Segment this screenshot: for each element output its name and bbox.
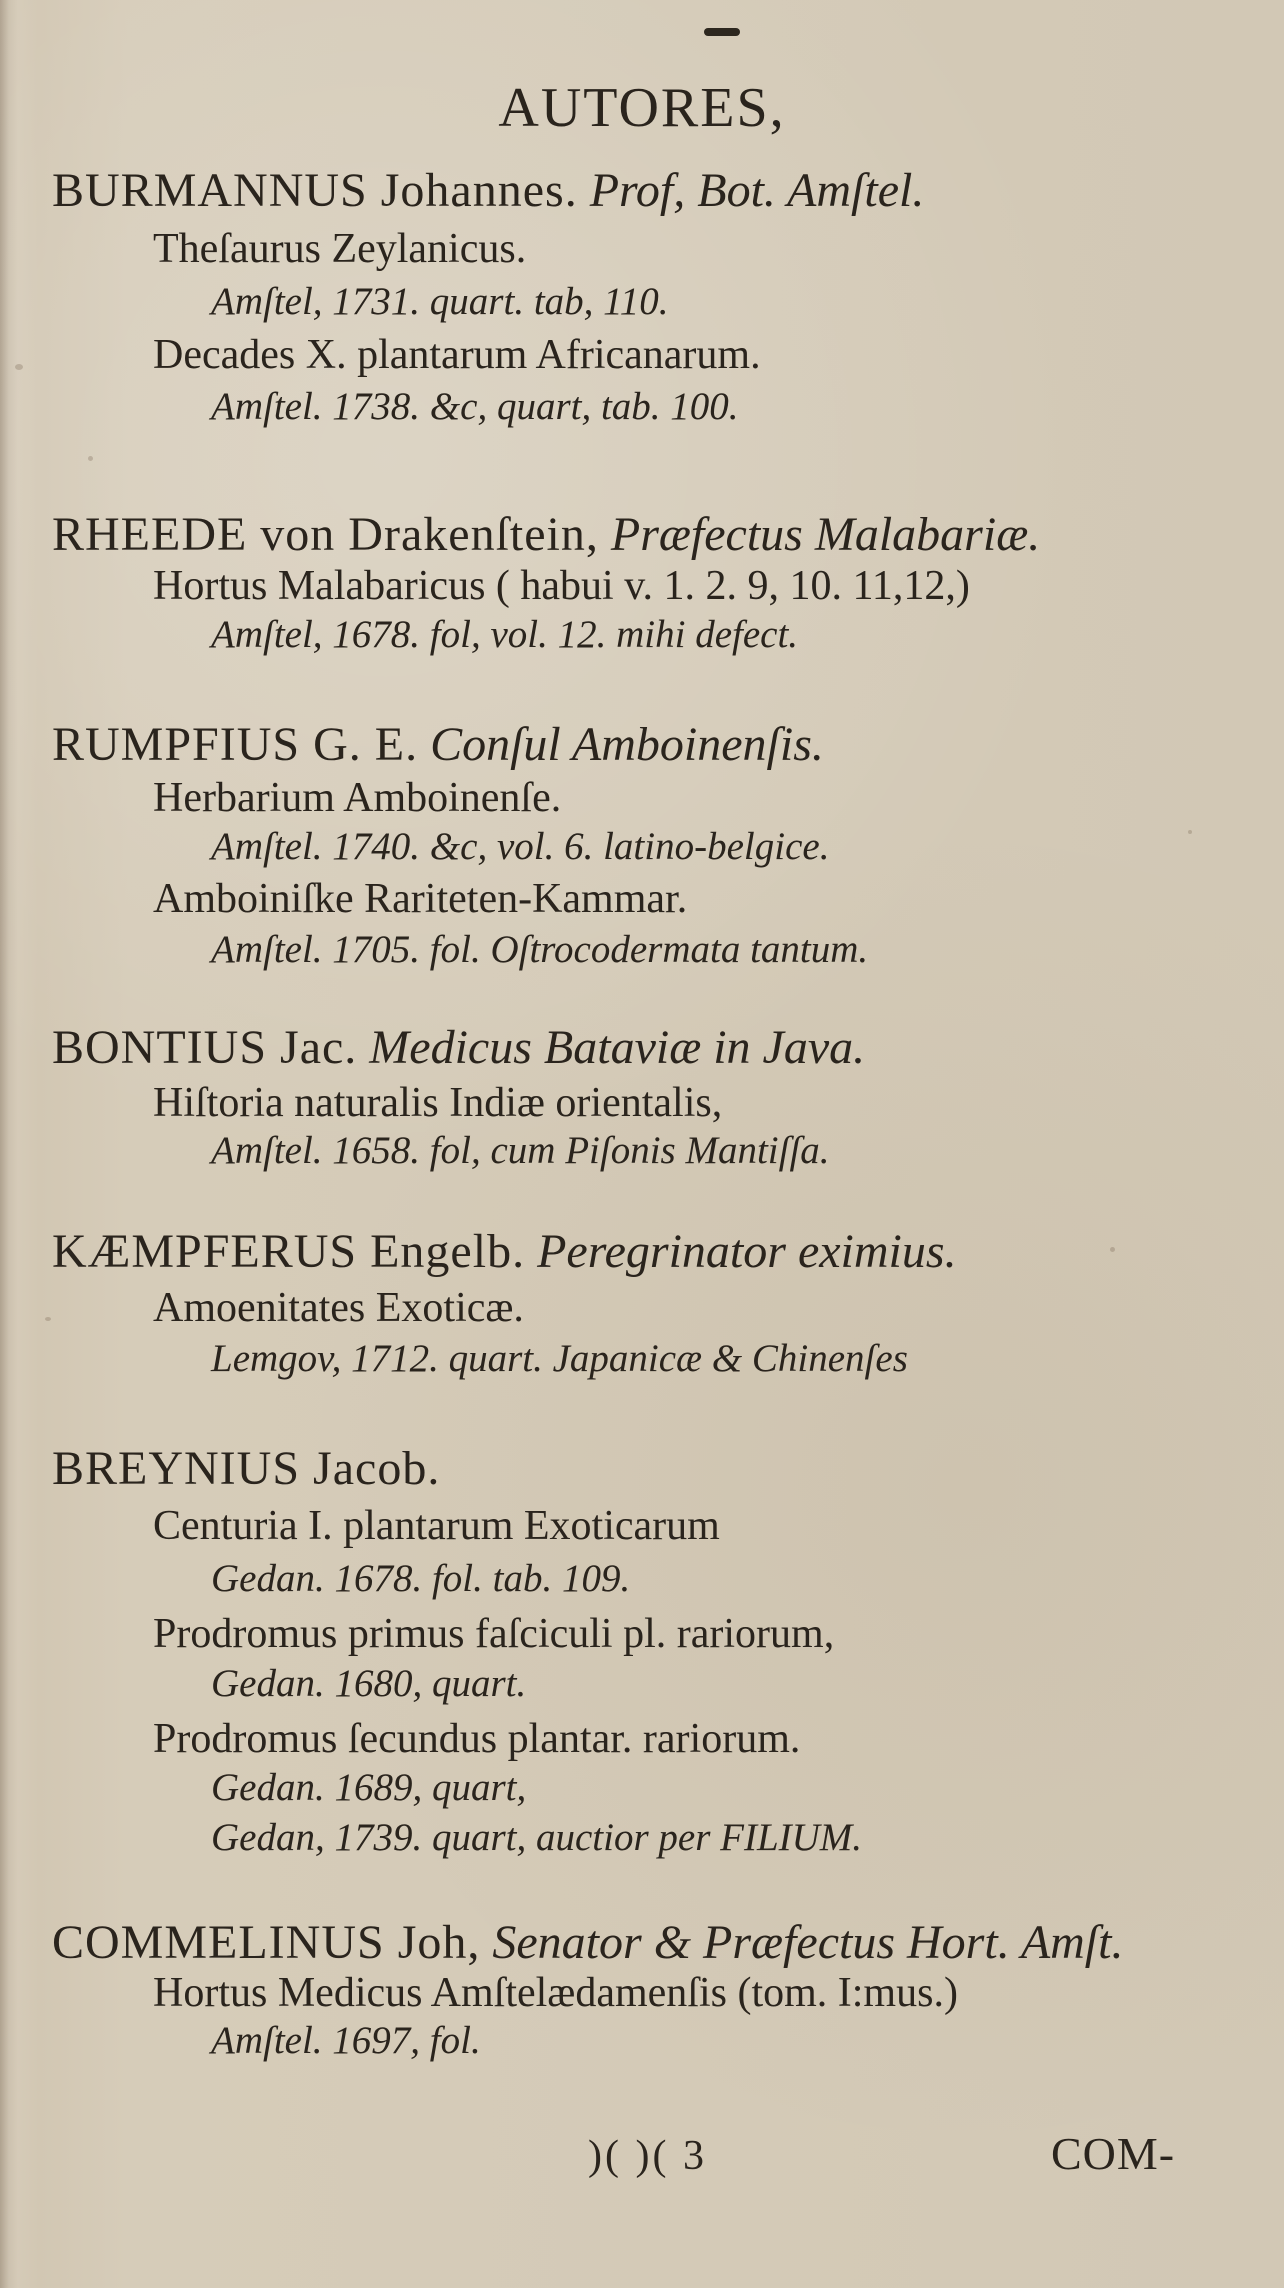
author-line: [52, 720, 824, 770]
author-name: RHEEDE von Drakenſtein,: [52, 508, 599, 561]
publication-details: Gedan. 1678. fol. tab. 109.: [211, 1557, 631, 1600]
paper-speck: [1110, 1247, 1115, 1252]
author-name: COMMELINUS Joh,: [52, 1916, 481, 1969]
author-role: Peregrinator eximius.: [537, 1225, 957, 1278]
header-mark: [704, 28, 740, 36]
publication-details: Amſtel. 1697, fol.: [211, 2019, 481, 2062]
publication-details: Lemgov, 1712. quart. Japanicæ & Chinenſes: [211, 1337, 908, 1380]
work-title: Herbarium Amboinenſe.: [153, 775, 562, 821]
work-title: Theſaurus Zeylanicus.: [153, 226, 527, 272]
author-role: Medicus Bataviæ in Java.: [369, 1021, 866, 1074]
work-title: Hortus Malabaricus ( habui v. 1. 2. 9, 10. 11,12,): [153, 563, 970, 609]
paper-speck: [15, 364, 23, 370]
author-role: Senator & Præfectus Hort. Amſt.: [492, 1916, 1124, 1969]
author-role: Præfectus Malabariæ.: [610, 508, 1041, 561]
paper-speck: [88, 456, 93, 461]
author-line: [52, 166, 924, 216]
author-line: [52, 1023, 865, 1073]
catchword: COM-: [1051, 2128, 1176, 2179]
author-line: [52, 1444, 440, 1494]
publication-details: Amſtel. 1740. &c, vol. 6. latino-belgice.: [211, 825, 830, 868]
publication-details: Gedan. 1689, quart,: [211, 1766, 527, 1809]
paper-speck: [45, 1317, 51, 1321]
page-title: AUTORES,: [498, 77, 786, 139]
author-name: BONTIUS Jac.: [52, 1021, 358, 1074]
work-title: Prodromus ſecundus plantar. rariorum.: [153, 1716, 801, 1762]
author-line: [52, 510, 1040, 560]
author-name: RUMPFIUS G. E.: [52, 718, 419, 771]
paper-speck: [1188, 830, 1192, 834]
publication-details: Amſtel. 1738. &c, quart, tab. 100.: [211, 385, 739, 428]
publication-details: Gedan, 1739. quart, auctior per FILIUM.: [211, 1816, 863, 1859]
author-name: BREYNIUS Jacob.: [52, 1442, 441, 1495]
author-line: [52, 1918, 1123, 1968]
signature-mark: )( )( 3: [588, 2133, 707, 2179]
author-role: Prof, Bot. Amſtel.: [589, 164, 925, 217]
work-title: Centuria I. plantarum Exoticarum: [153, 1503, 720, 1549]
publication-details: Amſtel, 1731. quart. tab, 110.: [211, 280, 669, 323]
work-title: Prodromus primus faſciculi pl. rariorum,: [153, 1611, 835, 1657]
publication-details: Amſtel, 1678. fol, vol. 12. mihi defect.: [211, 613, 799, 656]
publication-details: Gedan. 1680, quart.: [211, 1662, 527, 1705]
publication-details: Amſtel. 1705. fol. Oſtrocodermata tantum.: [211, 928, 869, 971]
work-title: Decades X. plantarum Africanarum.: [153, 332, 761, 378]
author-name: KÆMPFERUS Engelb.: [52, 1225, 526, 1278]
work-title: Amboiniſke Rariteten-Kammar.: [153, 876, 688, 922]
author-name: BURMANNUS Johannes.: [52, 164, 578, 217]
page-gutter-shadow: [0, 0, 18, 2288]
publication-details: Amſtel. 1658. fol, cum Piſonis Mantiſſa.: [211, 1129, 830, 1172]
work-title: Amoenitates Exoticæ.: [153, 1285, 524, 1331]
author-role: Conſul Amboinenſis.: [430, 718, 824, 771]
work-title: Hortus Medicus Amſtelædamenſis (tom. I:mus.): [153, 1970, 958, 2016]
work-title: Hiſtoria naturalis Indiæ orientalis,: [153, 1080, 723, 1126]
author-line: [52, 1227, 957, 1277]
